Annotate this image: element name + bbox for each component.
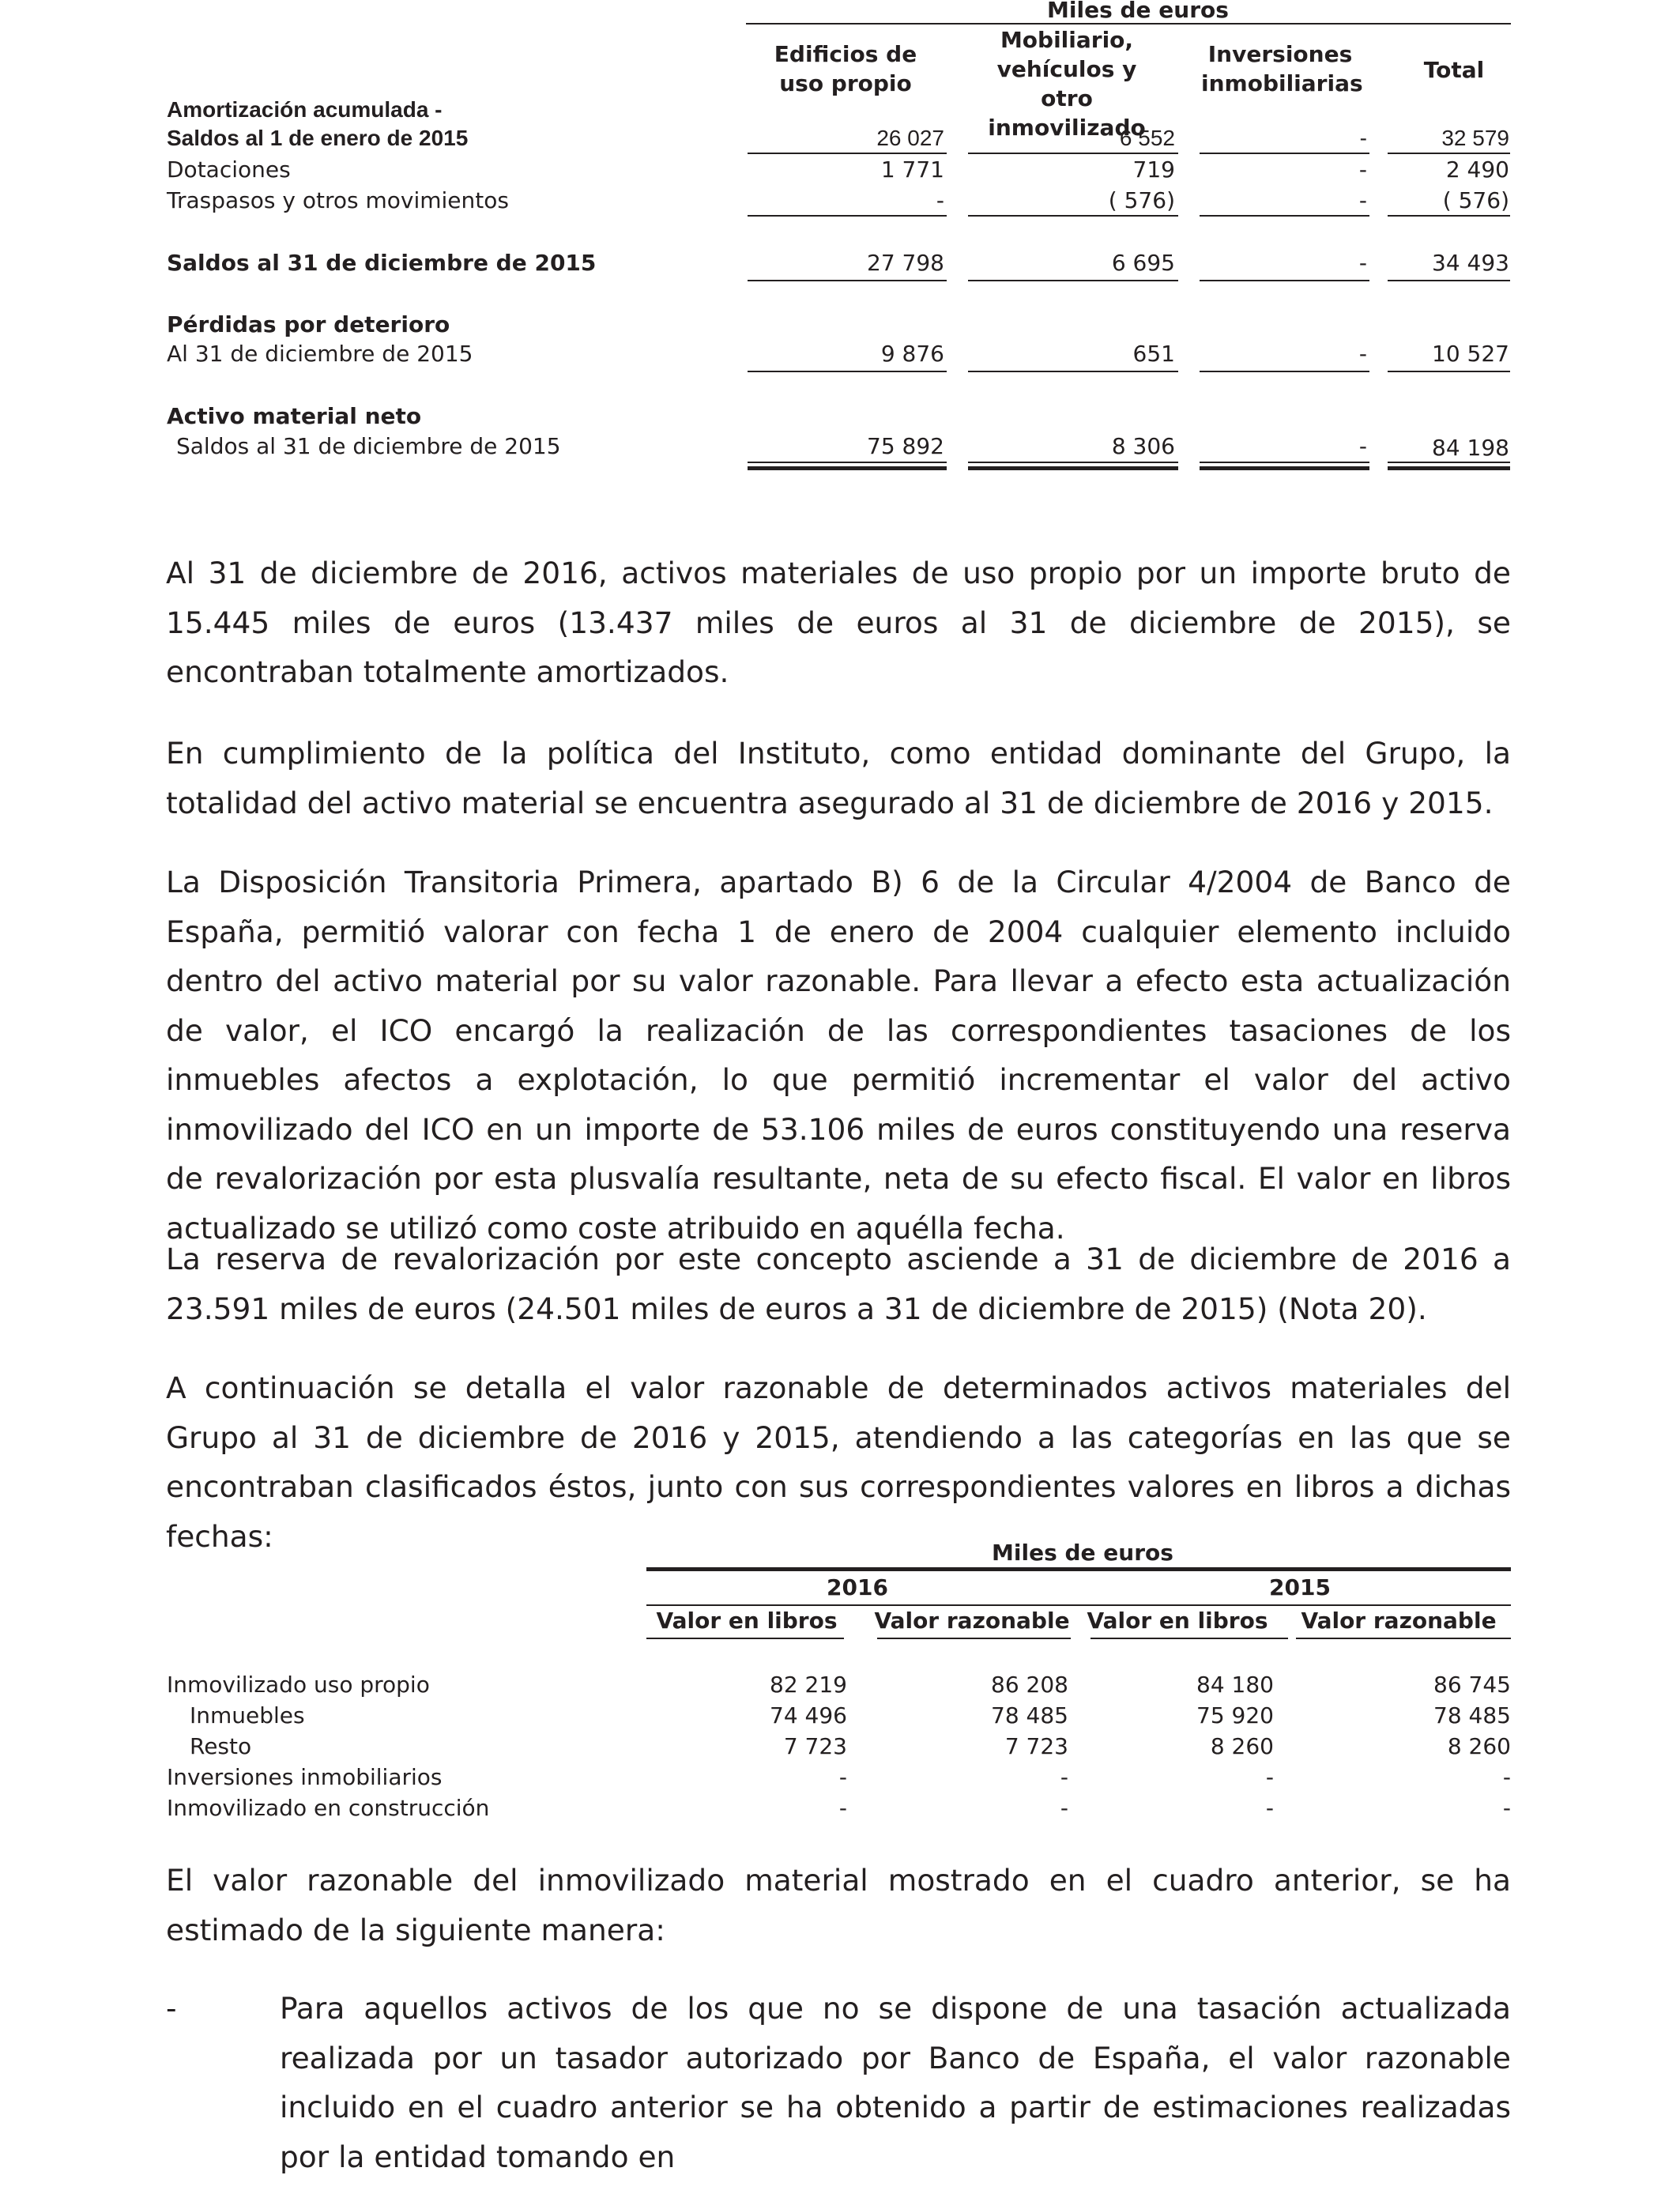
row-label: Inmovilizado en construcción: [167, 1795, 490, 1821]
underline: [1388, 280, 1510, 281]
underline: [748, 280, 947, 281]
col-header-total: Total: [1423, 57, 1485, 83]
underline: [1296, 1638, 1511, 1639]
row-label: Resto: [190, 1733, 252, 1759]
row-value: 651: [1132, 341, 1175, 367]
row-value: 86 745: [1433, 1672, 1511, 1698]
row-label: Traspasos y otros movimientos: [167, 187, 509, 213]
double-underline: [748, 466, 947, 470]
double-underline: [1388, 466, 1510, 470]
row-value: -: [1265, 1764, 1274, 1790]
subheader: Valor razonable: [1301, 1608, 1497, 1634]
paragraph: En cumplimiento de la política del Instituto, como entidad dominante del Grupo, la totalidad del activo material se encuentra asegurado al 31 de diciembre de 2016 y 2015.: [166, 736, 1511, 820]
row-value: 84 198: [1432, 435, 1509, 461]
bullet-marker: -: [166, 1991, 177, 2026]
row-value: 82 219: [770, 1672, 847, 1698]
underline: [1200, 215, 1369, 217]
row-value: 6 552: [1119, 126, 1175, 150]
row-value: ( 576): [1108, 187, 1175, 213]
row-label: Dotaciones: [167, 156, 291, 183]
row-value: 78 485: [991, 1702, 1068, 1728]
underline: [968, 462, 1178, 463]
paragraph: El valor razonable del inmovilizado material mostrado en el cuadro anterior, se ha estimado de la siguiente manera:: [166, 1863, 1511, 1947]
underline: [1200, 371, 1369, 372]
row-value: -: [1358, 250, 1367, 276]
underline: [748, 153, 947, 154]
row-value: 86 208: [991, 1672, 1068, 1698]
underline: [1200, 153, 1369, 154]
row-value: 27 798: [867, 250, 944, 276]
underline: [1200, 462, 1369, 463]
table2-super-header: Miles de euros: [992, 1540, 1173, 1566]
row-value: 7 723: [1004, 1733, 1068, 1759]
row-value: 9 876: [880, 341, 944, 367]
underline: [968, 371, 1178, 372]
row-value: -: [1502, 1764, 1511, 1790]
year-header-2015: 2015: [1269, 1574, 1331, 1600]
row-value: 2 490: [1445, 156, 1509, 183]
paragraph: Al 31 de diciembre de 2016, activos materiales de uso propio por un importe bruto de 15.445 miles de euros (13.437 miles de euros al 31 de diciembre de 2015), se encontraban totalmente amortizados.: [166, 556, 1511, 689]
row-label: Saldos al 31 de diciembre de 2015: [167, 250, 597, 276]
row-value: -: [1265, 1795, 1274, 1821]
row-value: 34 493: [1432, 250, 1509, 276]
underline: [646, 1638, 844, 1639]
underline: [1388, 153, 1510, 154]
double-underline: [1200, 466, 1369, 470]
row-label: Al 31 de diciembre de 2015: [167, 341, 473, 367]
row-value: -: [1060, 1795, 1068, 1821]
row-value: 6 695: [1111, 250, 1175, 276]
row-value: 26 027: [876, 126, 944, 150]
row-value: 10 527: [1432, 341, 1509, 367]
row-value: 7 723: [783, 1733, 847, 1759]
row-label: Pérdidas por deterioro: [167, 311, 450, 337]
row-value: 8 260: [1447, 1733, 1511, 1759]
col-header-edificios: Edificios de uso propio: [774, 41, 917, 96]
row-value: -: [1359, 126, 1367, 150]
table1-super-header: Miles de euros: [1047, 0, 1229, 23]
row-label: Inversiones inmobiliarios: [167, 1764, 443, 1790]
underline: [1388, 462, 1510, 463]
row-value: -: [1358, 341, 1367, 367]
row-value: 78 485: [1433, 1702, 1511, 1728]
year-header-2016: 2016: [827, 1574, 888, 1600]
row-value: 719: [1132, 156, 1175, 183]
underline: [748, 215, 947, 217]
underline: [877, 1638, 1071, 1639]
underline: [968, 215, 1178, 217]
row-label: Saldos al 1 de enero de 2015: [167, 126, 469, 150]
row-value: -: [1358, 187, 1367, 213]
subheader: Valor en libros: [1087, 1608, 1268, 1634]
paragraph: La reserva de revalorización por este concepto asciende a 31 de diciembre de 2016 a 23.591 miles de euros (24.501 miles de euros a 31 de diciembre de 2015) (Nota 20).: [166, 1242, 1511, 1326]
paragraph: A continuación se detalla el valor razonable de determinados activos materiales del Grupo al 31 de diciembre de 2016 y 2015, atendiendo a las categorías en las que se encontraban clasificados éstos, junto con sus correspondientes valores en libros a dichas fechas:: [166, 1370, 1511, 1554]
underline: [748, 462, 947, 463]
row-value: 75 892: [867, 433, 944, 459]
row-value: 84 180: [1196, 1672, 1274, 1698]
underline: [748, 371, 947, 372]
row-value: 74 496: [770, 1702, 847, 1728]
row-value: -: [1358, 433, 1367, 459]
row-label: Saldos al 31 de diciembre de 2015: [176, 433, 561, 459]
row-value: -: [936, 187, 944, 213]
row-value: 1 771: [880, 156, 944, 183]
row-label: Inmovilizado uso propio: [167, 1672, 430, 1698]
row-value: -: [1358, 156, 1367, 183]
double-underline: [968, 466, 1178, 470]
paragraph: La Disposición Transitoria Primera, apartado B) 6 de la Circular 4/2004 de Banco de España, permitió valorar con fecha 1 de enero de 2004 cualquier elemento incluido dentro del activo material por su valor razonable. Para llevar a efecto esta actualización de valor, el ICO encargó la realización de las correspondientes tasaciones de los inmuebles afectos a explotación, lo que permitió incrementar el valor del activo inmovilizado del ICO en un importe de 53.106 miles de euros constituyendo una reserva de revalorización por esta plusvalía resultante, neta de su efecto fiscal. El valor en libros actualizado se utilizó como coste atribuido en aquélla fecha.: [166, 865, 1511, 1246]
subheader: Valor en libros: [656, 1608, 838, 1634]
table2-header-rule: [646, 1567, 1511, 1571]
col-header-mobiliario: Mobiliario, vehículos y otro inmovilizado: [988, 27, 1146, 141]
row-value: 75 920: [1196, 1702, 1274, 1728]
row-value: 8 260: [1210, 1733, 1274, 1759]
bullet-text: Para aquellos activos de los que no se dispone de una tasación actualizada realizada por un tasador autorizado por Banco de España, el valor razonable incluido en el cuadro anterior se ha obtenido a partir de estimaciones realizadas por la entidad tomando en: [280, 1991, 1511, 2174]
row-value: -: [1502, 1795, 1511, 1821]
underline: [1200, 280, 1369, 281]
underline: [1090, 1638, 1288, 1639]
row-value: ( 576): [1442, 187, 1509, 213]
section-title: Amortización acumulada -: [167, 97, 443, 122]
row-value: 32 579: [1441, 126, 1509, 150]
row-value: -: [838, 1795, 847, 1821]
table1-header-rule: [746, 23, 1511, 25]
col-header-inversiones: Inversiones inmobiliarias: [1201, 41, 1363, 96]
row-value: -: [1060, 1764, 1068, 1790]
row-label: Inmuebles: [190, 1702, 305, 1728]
underline: [968, 153, 1178, 154]
underline: [1388, 215, 1510, 217]
subheader: Valor razonable: [874, 1608, 1070, 1634]
underline: [1388, 371, 1510, 372]
row-label: Activo material neto: [167, 403, 422, 429]
row-value: -: [838, 1764, 847, 1790]
underline: [968, 280, 1178, 281]
row-value: 8 306: [1111, 433, 1175, 459]
